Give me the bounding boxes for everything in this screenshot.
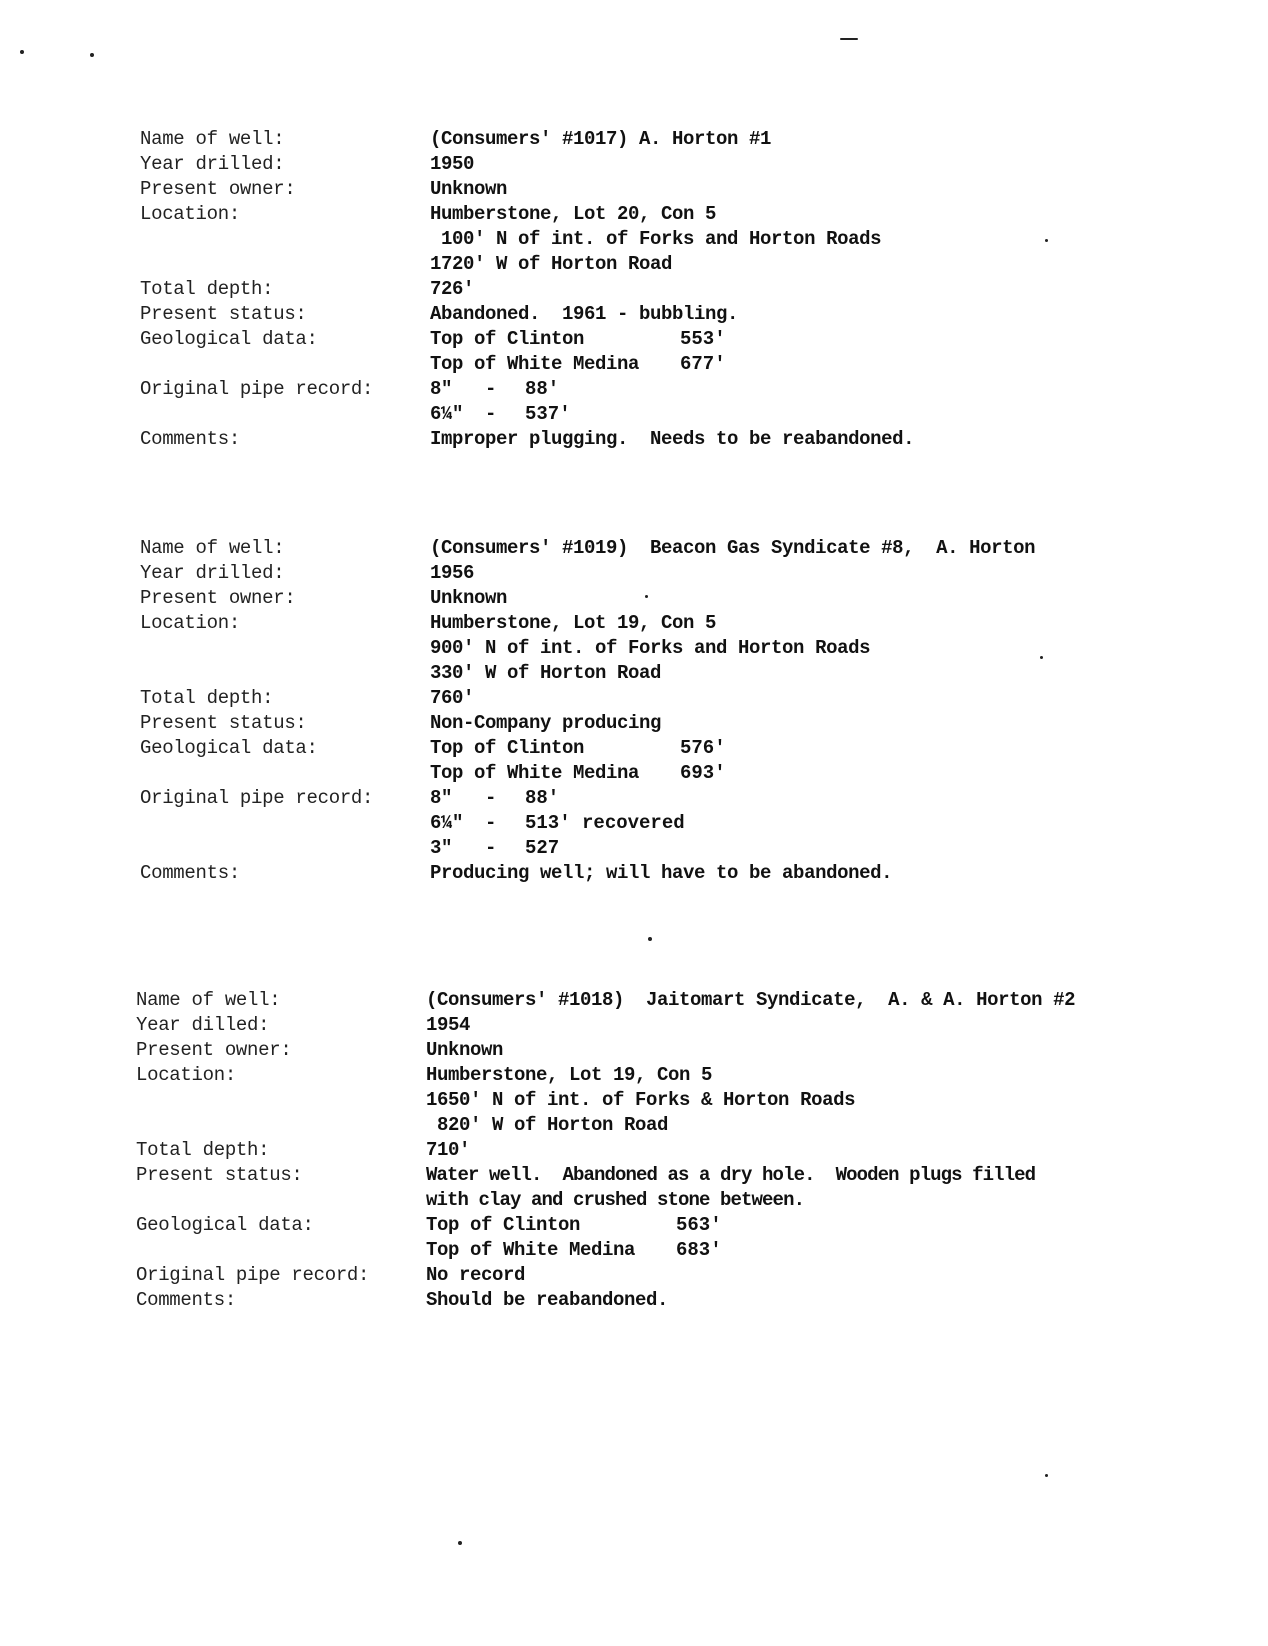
year-value: 1956	[430, 562, 475, 584]
owner-value: Unknown	[430, 178, 508, 200]
geo-formation: Top of White Medina	[430, 353, 640, 375]
owner-label: Present owner:	[140, 178, 296, 200]
scan-speck	[458, 1541, 462, 1545]
comments-label: Comments:	[140, 428, 240, 450]
year-label: Year drilled:	[140, 153, 285, 175]
well-name: (Consumers' #1018) Jaitomart Syndicate, A. & A. Horton #2	[426, 989, 1076, 1011]
scan-speck	[648, 937, 652, 941]
location-line: 820' W of Horton Road	[426, 1114, 669, 1136]
geo-formation: Top of White Medina	[430, 762, 640, 784]
geo-depth: 677'	[680, 353, 726, 375]
owner-label: Present owner:	[136, 1039, 292, 1061]
comments-value: Producing well; will have to be abandoned.	[430, 862, 893, 884]
pipe-label: Original pipe record:	[140, 378, 374, 400]
geo-label: Geological data:	[140, 328, 318, 350]
year-value: 1954	[426, 1014, 471, 1036]
status-label: Present status:	[140, 712, 307, 734]
pipe-size: 3"	[430, 837, 453, 859]
status-value: Water well. Abandoned as a dry hole. Wooden plugs filled	[426, 1164, 1036, 1186]
well-name: (Consumers' #1019) Beacon Gas Syndicate #8, A. Horton	[430, 537, 1036, 559]
depth-label: Total depth:	[136, 1139, 270, 1161]
geo-label: Geological data:	[136, 1214, 314, 1236]
pipe-size: 6¼"	[430, 403, 464, 425]
geo-formation: Top of White Medina	[426, 1239, 636, 1261]
scan-speck	[1045, 1474, 1048, 1477]
year-label: Year drilled:	[140, 562, 285, 584]
year-value: 1950	[430, 153, 475, 175]
geo-depth: 553'	[680, 328, 726, 350]
pipe-length: 537'	[525, 403, 571, 425]
location-line: Humberstone, Lot 20, Con 5	[430, 203, 717, 225]
depth-label: Total depth:	[140, 278, 274, 300]
location-line: Humberstone, Lot 19, Con 5	[430, 612, 717, 634]
scan-speck	[840, 38, 858, 40]
pipe-dash: -	[485, 837, 497, 859]
pipe-length: 513' recovered	[525, 812, 685, 834]
geo-label: Geological data:	[140, 737, 318, 759]
geo-formation: Top of Clinton	[430, 737, 585, 759]
year-label: Year dilled:	[136, 1014, 270, 1036]
geo-depth: 563'	[676, 1214, 722, 1236]
comments-value: Improper plugging. Needs to be reabandoned.	[430, 428, 915, 450]
pipe-dash: -	[485, 403, 497, 425]
location-label: Location:	[140, 612, 240, 634]
geo-depth: 693'	[680, 762, 726, 784]
pipe-dash: -	[485, 787, 497, 809]
pipe-size: 6¼"	[430, 812, 464, 834]
location-label: Location:	[136, 1064, 236, 1086]
status-value: Non-Company producing	[430, 712, 662, 734]
status-value: with clay and crushed stone between.	[426, 1189, 805, 1211]
pipe-size: 8"	[430, 787, 453, 809]
name-label: Name of well:	[136, 989, 281, 1011]
pipe-length: 88'	[525, 787, 560, 809]
location-line: 330' W of Horton Road	[430, 662, 662, 684]
location-label: Location:	[140, 203, 240, 225]
well-name: (Consumers' #1017) A. Horton #1	[430, 128, 772, 150]
owner-value: Unknown	[430, 587, 508, 609]
comments-value: Should be reabandoned.	[426, 1289, 669, 1311]
pipe-length: 88'	[525, 378, 560, 400]
pipe-dash: -	[485, 378, 497, 400]
scan-speck	[20, 50, 24, 54]
pipe-dash: -	[485, 812, 497, 834]
depth-value: 726'	[430, 278, 475, 300]
location-line: 1650' N of int. of Forks & Horton Roads	[426, 1089, 856, 1111]
geo-formation: Top of Clinton	[430, 328, 585, 350]
status-value: Abandoned. 1961 - bubbling.	[430, 303, 739, 325]
geo-depth: 576'	[680, 737, 726, 759]
depth-label: Total depth:	[140, 687, 274, 709]
owner-value: Unknown	[426, 1039, 504, 1061]
pipe-value: No record	[426, 1264, 526, 1286]
comments-label: Comments:	[140, 862, 240, 884]
owner-label: Present owner:	[140, 587, 296, 609]
depth-value: 760'	[430, 687, 475, 709]
pipe-label: Original pipe record:	[136, 1264, 370, 1286]
geo-formation: Top of Clinton	[426, 1214, 581, 1236]
pipe-length: 527	[525, 837, 560, 859]
comments-label: Comments:	[136, 1289, 236, 1311]
location-line: 100' N of int. of Forks and Horton Roads	[430, 228, 882, 250]
status-label: Present status:	[136, 1164, 303, 1186]
name-label: Name of well:	[140, 128, 285, 150]
status-label: Present status:	[140, 303, 307, 325]
geo-depth: 683'	[676, 1239, 722, 1261]
location-line: 900' N of int. of Forks and Horton Roads	[430, 637, 871, 659]
location-line: 1720' W of Horton Road	[430, 253, 673, 275]
scan-speck	[90, 53, 94, 57]
pipe-size: 8"	[430, 378, 453, 400]
name-label: Name of well:	[140, 537, 285, 559]
depth-value: 710'	[426, 1139, 471, 1161]
location-line: Humberstone, Lot 19, Con 5	[426, 1064, 713, 1086]
pipe-label: Original pipe record:	[140, 787, 374, 809]
